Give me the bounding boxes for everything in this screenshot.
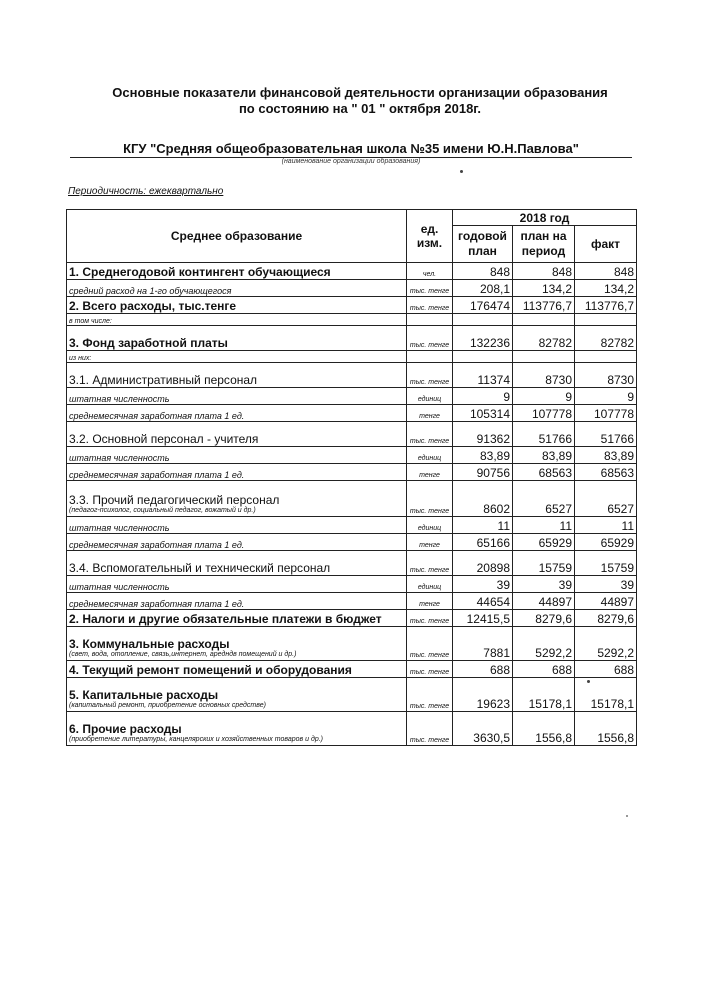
row-unit: тыс. тенге [407,280,453,297]
row-indicator-name [67,388,407,405]
row-period-plan: 8730 [513,363,575,388]
table-row [67,263,637,280]
row-unit: тыс. тенге [407,551,453,576]
row-annual-plan: 7881 [453,627,513,661]
row-annual-plan: 12415,5 [453,610,513,627]
indicator-note: (свет, вода, отопление, связь,интернет, аредндв помещений и др.) [69,651,297,658]
row-unit: тыс. тенге [407,297,453,314]
row-fact: 15178,1 [575,678,637,712]
row-period-plan: 68563 [513,464,575,481]
row-annual-plan [453,314,513,326]
scan-speck [626,815,628,817]
row-unit: тыс. тенге [407,712,453,746]
row-period-plan: 107778 [513,405,575,422]
table-row [67,610,637,627]
table-row [67,576,637,593]
row-annual-plan: 83,89 [453,447,513,464]
table-row [67,326,637,351]
row-indicator-name [67,678,407,712]
indicator-label: 5. Капитальные расходы [69,688,219,702]
report-title-line-1: Основные показатели финансовой деятельности организации образования [112,85,608,100]
indicator-label: 2. Всего расходы, тыс.тенге [69,299,237,313]
row-indicator-name [67,297,407,314]
row-indicator-name [67,326,407,351]
table-row [67,280,637,297]
indicator-note: (педагог-психолог, социальный педагог, вожатый и др.) [69,507,256,514]
row-unit: тыс. тенге [407,627,453,661]
row-annual-plan: 688 [453,661,513,678]
row-annual-plan: 105314 [453,405,513,422]
row-annual-plan: 19623 [453,678,513,712]
row-fact [575,314,637,326]
row-annual-plan: 20898 [453,551,513,576]
row-unit: единиц [407,576,453,593]
row-fact: 5292,2 [575,627,637,661]
row-period-plan: 688 [513,661,575,678]
row-period-plan: 82782 [513,326,575,351]
row-indicator-name [67,351,407,363]
row-fact [575,351,637,363]
row-fact: 9 [575,388,637,405]
row-indicator-name [67,610,407,627]
row-fact: 82782 [575,326,637,351]
row-annual-plan: 65166 [453,534,513,551]
row-unit: тыс. тенге [407,422,453,447]
row-annual-plan [453,351,513,363]
row-indicator-name [67,661,407,678]
row-annual-plan: 208,1 [453,280,513,297]
indicator-label: из них: [69,355,92,362]
indicator-label: среднемесячная заработная плата 1 ед. [69,411,245,421]
row-unit: тыс. тенге [407,481,453,517]
row-unit: чел. [407,263,453,280]
row-period-plan [513,314,575,326]
row-annual-plan: 39 [453,576,513,593]
row-fact: 134,2 [575,280,637,297]
header-annual-plan: годовой план [453,226,513,263]
row-period-plan: 15759 [513,551,575,576]
table-row [67,517,637,534]
row-period-plan: 5292,2 [513,627,575,661]
header-unit: ед. изм. [407,210,453,263]
row-fact: 65929 [575,534,637,551]
indicator-label: 2. Налоги и другие обязательные платежи в бюджет [69,612,382,626]
row-fact: 6527 [575,481,637,517]
table-row [67,464,637,481]
row-period-plan: 8279,6 [513,610,575,627]
row-unit: единиц [407,517,453,534]
row-period-plan [513,351,575,363]
table-row [67,422,637,447]
indicator-label: штатная численность [69,582,170,592]
row-unit [407,314,453,326]
indicator-label: 3. Фонд заработной платы [69,336,228,350]
row-annual-plan: 11 [453,517,513,534]
row-unit: тыс. тенге [407,326,453,351]
row-period-plan: 6527 [513,481,575,517]
row-fact: 8279,6 [575,610,637,627]
periodicity-label: Периодичность: ежеквартально [68,186,224,197]
table-row [67,297,637,314]
row-annual-plan: 44654 [453,593,513,610]
row-period-plan: 848 [513,263,575,280]
row-unit: тыс. тенге [407,678,453,712]
row-fact: 8730 [575,363,637,388]
indicator-label: среднемесячная заработная плата 1 ед. [69,470,245,480]
indicator-label: среднемесячная заработная плата 1 ед. [69,599,245,609]
row-unit [407,351,453,363]
indicator-note: (капитальный ремонт, приобретение основных средстве) [69,702,266,709]
row-fact: 1556,8 [575,712,637,746]
row-annual-plan: 3630,5 [453,712,513,746]
row-period-plan: 44897 [513,593,575,610]
table-row [67,712,637,746]
table-row [67,481,637,517]
row-period-plan: 1556,8 [513,712,575,746]
table-row [67,314,637,326]
table-row [67,661,637,678]
indicator-label: 1. Среднегодовой контингент обучающиеся [69,265,331,279]
row-unit: единиц [407,388,453,405]
row-fact: 44897 [575,593,637,610]
header-education-level: Среднее образование [67,210,407,263]
table-row [67,405,637,422]
row-annual-plan: 132236 [453,326,513,351]
row-unit: тенге [407,464,453,481]
row-indicator-name [67,422,407,447]
table-row [67,388,637,405]
table-row [67,534,637,551]
row-fact: 83,89 [575,447,637,464]
row-period-plan: 15178,1 [513,678,575,712]
row-period-plan: 9 [513,388,575,405]
report-title-line-2: по состоянию на " 01 " октября 2018г. [238,101,482,116]
table-row [67,551,637,576]
header-fact: факт [575,226,637,263]
row-indicator-name [67,464,407,481]
row-fact: 68563 [575,464,637,481]
row-indicator-name [67,551,407,576]
row-indicator-name [67,593,407,610]
header-year: 2018 год [453,210,637,226]
row-unit: тенге [407,593,453,610]
row-fact: 51766 [575,422,637,447]
row-fact: 848 [575,263,637,280]
row-indicator-name [67,534,407,551]
row-indicator-name [67,447,407,464]
indicator-label: 3.3. Прочий педагогический персонал [69,493,280,507]
indicator-label: 6. Прочие расходы [69,722,182,736]
row-fact: 113776,7 [575,297,637,314]
financial-indicators-table [66,209,637,746]
row-indicator-name [67,405,407,422]
row-fact: 107778 [575,405,637,422]
row-period-plan: 134,2 [513,280,575,297]
row-annual-plan: 8602 [453,481,513,517]
indicator-label: 3.1. Административный персонал [69,373,258,387]
indicator-label: штатная численность [69,523,170,533]
row-annual-plan: 9 [453,388,513,405]
header-period-plan: план на период [513,226,575,263]
row-fact: 11 [575,517,637,534]
table-row [67,593,637,610]
organization-name: КГУ "Средняя общеобразовательная школа №35 имени Ю.Н.Павлова" [123,141,579,156]
row-indicator-name [67,481,407,517]
row-annual-plan: 91362 [453,422,513,447]
row-unit: единиц [407,447,453,464]
table-row [67,363,637,388]
row-indicator-name [67,263,407,280]
row-annual-plan: 176474 [453,297,513,314]
scan-speck [460,170,463,173]
row-indicator-name [67,363,407,388]
organization-caption: (наименование организации образования) [281,158,421,165]
indicator-label: 3.4. Вспомогательный и технический персонал [69,561,331,575]
row-unit: тенге [407,534,453,551]
indicator-label: в том числе: [69,318,112,325]
indicator-note: (приобретение литературы, канцелярских и хозяйственных товаров и др.) [69,736,323,743]
table-row [67,627,637,661]
row-period-plan: 51766 [513,422,575,447]
indicator-label: 3.2. Основной персонал - учителя [69,432,259,446]
row-unit: тыс. тенге [407,661,453,678]
row-fact: 15759 [575,551,637,576]
row-unit: тыс. тенге [407,610,453,627]
row-unit: тыс. тенге [407,363,453,388]
row-indicator-name [67,314,407,326]
row-annual-plan: 90756 [453,464,513,481]
indicator-label: 3. Коммунальные расходы [69,637,230,651]
row-indicator-name [67,517,407,534]
indicator-label: среднемесячная заработная плата 1 ед. [69,540,245,550]
row-period-plan: 65929 [513,534,575,551]
indicator-label: штатная численность [69,453,170,463]
row-unit: тенге [407,405,453,422]
row-indicator-name [67,627,407,661]
table-row [67,447,637,464]
row-indicator-name [67,280,407,297]
indicator-label: средний расход на 1-го обучающегося [69,286,232,296]
indicator-label: 4. Текущий ремонт помещений и оборудования [69,663,352,677]
row-fact: 39 [575,576,637,593]
table-row [67,678,637,712]
row-annual-plan: 848 [453,263,513,280]
row-period-plan: 39 [513,576,575,593]
row-period-plan: 83,89 [513,447,575,464]
table-row [67,351,637,363]
row-indicator-name [67,576,407,593]
row-indicator-name [67,712,407,746]
row-period-plan: 11 [513,517,575,534]
row-period-plan: 113776,7 [513,297,575,314]
row-fact: 688 [575,661,637,678]
indicator-label: штатная численность [69,394,170,404]
row-annual-plan: 11374 [453,363,513,388]
